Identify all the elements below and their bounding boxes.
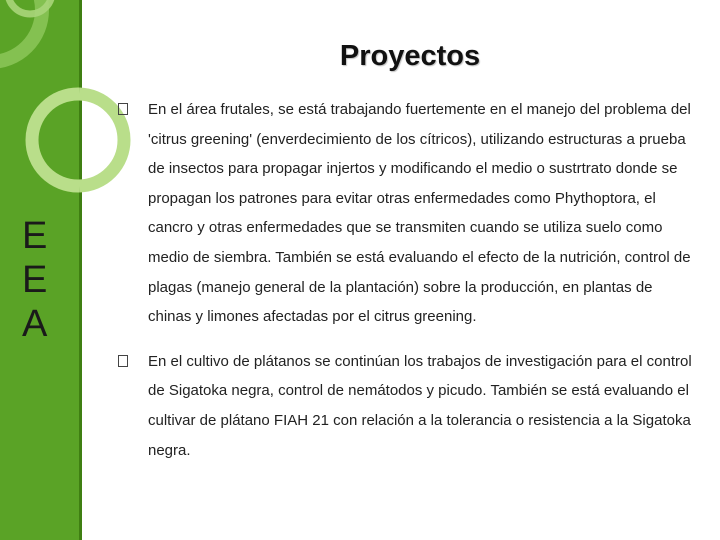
- green-sidebar: [0, 0, 79, 540]
- sidebar-edge: [79, 0, 82, 540]
- bullet-box-icon: [118, 103, 128, 115]
- bullet-box-icon: [118, 355, 128, 367]
- decorative-rings-icon: [0, 0, 79, 220]
- side-letter: E: [22, 215, 48, 257]
- bullet-text: En el cultivo de plátanos se continúan los trabajos de investigación para el control de Sigatoka negra, control de nemátodos y picudo. También se está evaluando el cultivar de plátano FIAH 21 con relación a la tolerancia o resistencia a la Sigatoka negra.: [148, 352, 692, 459]
- side-label: [22, 214, 47, 346]
- page-title: Proyectos: [339, 40, 481, 72]
- side-letter: E: [22, 259, 48, 301]
- list-item: [118, 95, 698, 332]
- bullet-text: En el área frutales, se está trabajando fuertemente en el manejo del problema del 'citrus greening' (enverdecimiento de los cítricos), utilizando estructuras a prueba de insectos para propagar injertos y modificando el medio o sustrtrato donde se propagan los patrones para evitar otras enfermedades como Phythoptora, el cancro y otras enfermedades que se transmiten cuando se utiliza suelo como medio de siembra. También se está evaluando el efecto de la nutrición, control de plagas (manejo general de la plantación) sobre la producción, en plantas de chinas y limones afectadas por el citrus greening.: [148, 101, 691, 326]
- list-item: [118, 347, 698, 465]
- bullet-list: [118, 95, 698, 465]
- side-letter: A: [22, 303, 48, 345]
